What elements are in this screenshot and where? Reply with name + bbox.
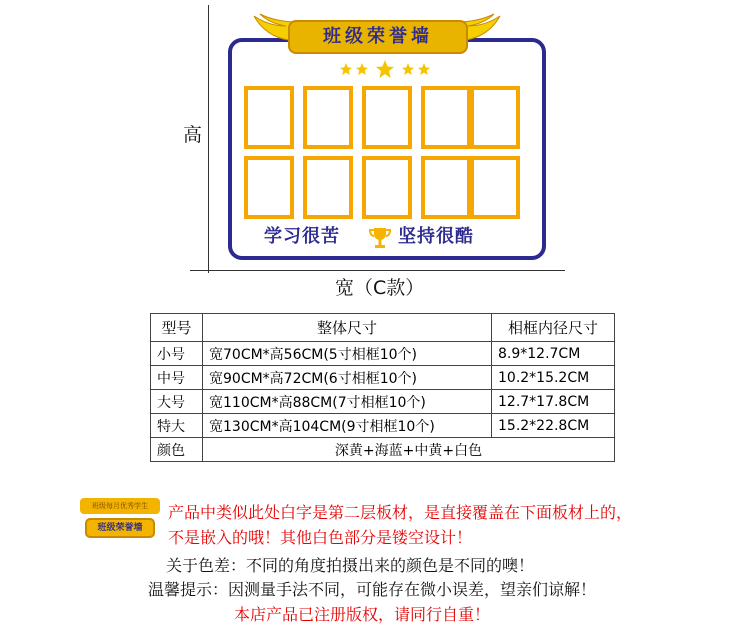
header-frame: 相框内径尺寸: [492, 314, 615, 342]
photo-frame: [303, 156, 353, 219]
note-line-3: 关于色差：不同的角度拍摄出来的颜色是不同的噢！: [166, 556, 535, 575]
table-row: [151, 414, 615, 438]
header-size: 整体尺寸: [203, 314, 492, 342]
width-guide-line: [190, 270, 565, 271]
table-row: [151, 366, 615, 390]
cell-model: 特大: [151, 414, 203, 438]
slogan-right: 坚持很酷: [398, 226, 474, 247]
cell-frame: 12.7*17.8CM: [492, 390, 615, 414]
photo-frame: [362, 86, 412, 149]
cell-model: 大号: [151, 390, 203, 414]
height-guide-line: [208, 5, 209, 273]
cell-size: 宽90CM*高72CM(6寸相框10个): [203, 366, 492, 390]
badge-top-text: 班级每月优秀学生: [80, 498, 160, 514]
cell-size: 宽70CM*高56CM(5寸相框10个): [203, 342, 492, 366]
photo-frame: [244, 156, 294, 219]
table-row-color: [151, 438, 615, 462]
note-line-2: 不是嵌入的哦！其他白色部分是镂空设计！: [168, 528, 473, 547]
cell-frame: 15.2*22.8CM: [492, 414, 615, 438]
slogan-left: 学习很苦: [264, 226, 340, 247]
trophy-icon: [368, 226, 392, 250]
board-title: 班级荣誉墙: [288, 20, 468, 54]
photo-frame: [362, 156, 412, 219]
photo-frame: [421, 86, 471, 149]
photo-frame: [470, 156, 520, 219]
badge-sample: [80, 498, 160, 538]
height-label: 高: [183, 124, 203, 146]
cell-color-label: 颜色: [151, 438, 203, 462]
cell-size: 宽110CM*高88CM(7寸相框10个): [203, 390, 492, 414]
table-header-row: [151, 314, 615, 342]
stars-icon: [340, 60, 430, 80]
photo-frame: [303, 86, 353, 149]
cell-frame: 8.9*12.7CM: [492, 342, 615, 366]
cell-model: 小号: [151, 342, 203, 366]
cell-size: 宽130CM*高104CM(9寸相框10个): [203, 414, 492, 438]
cell-model: 中号: [151, 366, 203, 390]
table-row: [151, 390, 615, 414]
header-model: 型号: [151, 314, 203, 342]
badge-bottom-text: 班级荣誉墙: [85, 518, 155, 538]
photo-frame: [421, 156, 471, 219]
note-line-1: 产品中类似此处白字是第二层板材，是直接覆盖在下面板材上的，: [168, 503, 633, 522]
note-line-5: 本店产品已注册版权，请同行自重！: [234, 605, 491, 624]
cell-frame: 10.2*15.2CM: [492, 366, 615, 390]
width-label: 宽（C款）: [335, 277, 425, 299]
table-row: [151, 342, 615, 366]
cell-color-value: 深黄+海蓝+中黄+白色: [203, 438, 615, 462]
note-line-4: 温馨提示：因测量手法不同，可能存在微小误差，望亲们谅解！: [148, 580, 597, 599]
photo-frame: [244, 86, 294, 149]
photo-frame: [470, 86, 520, 149]
spec-table: [150, 313, 615, 462]
